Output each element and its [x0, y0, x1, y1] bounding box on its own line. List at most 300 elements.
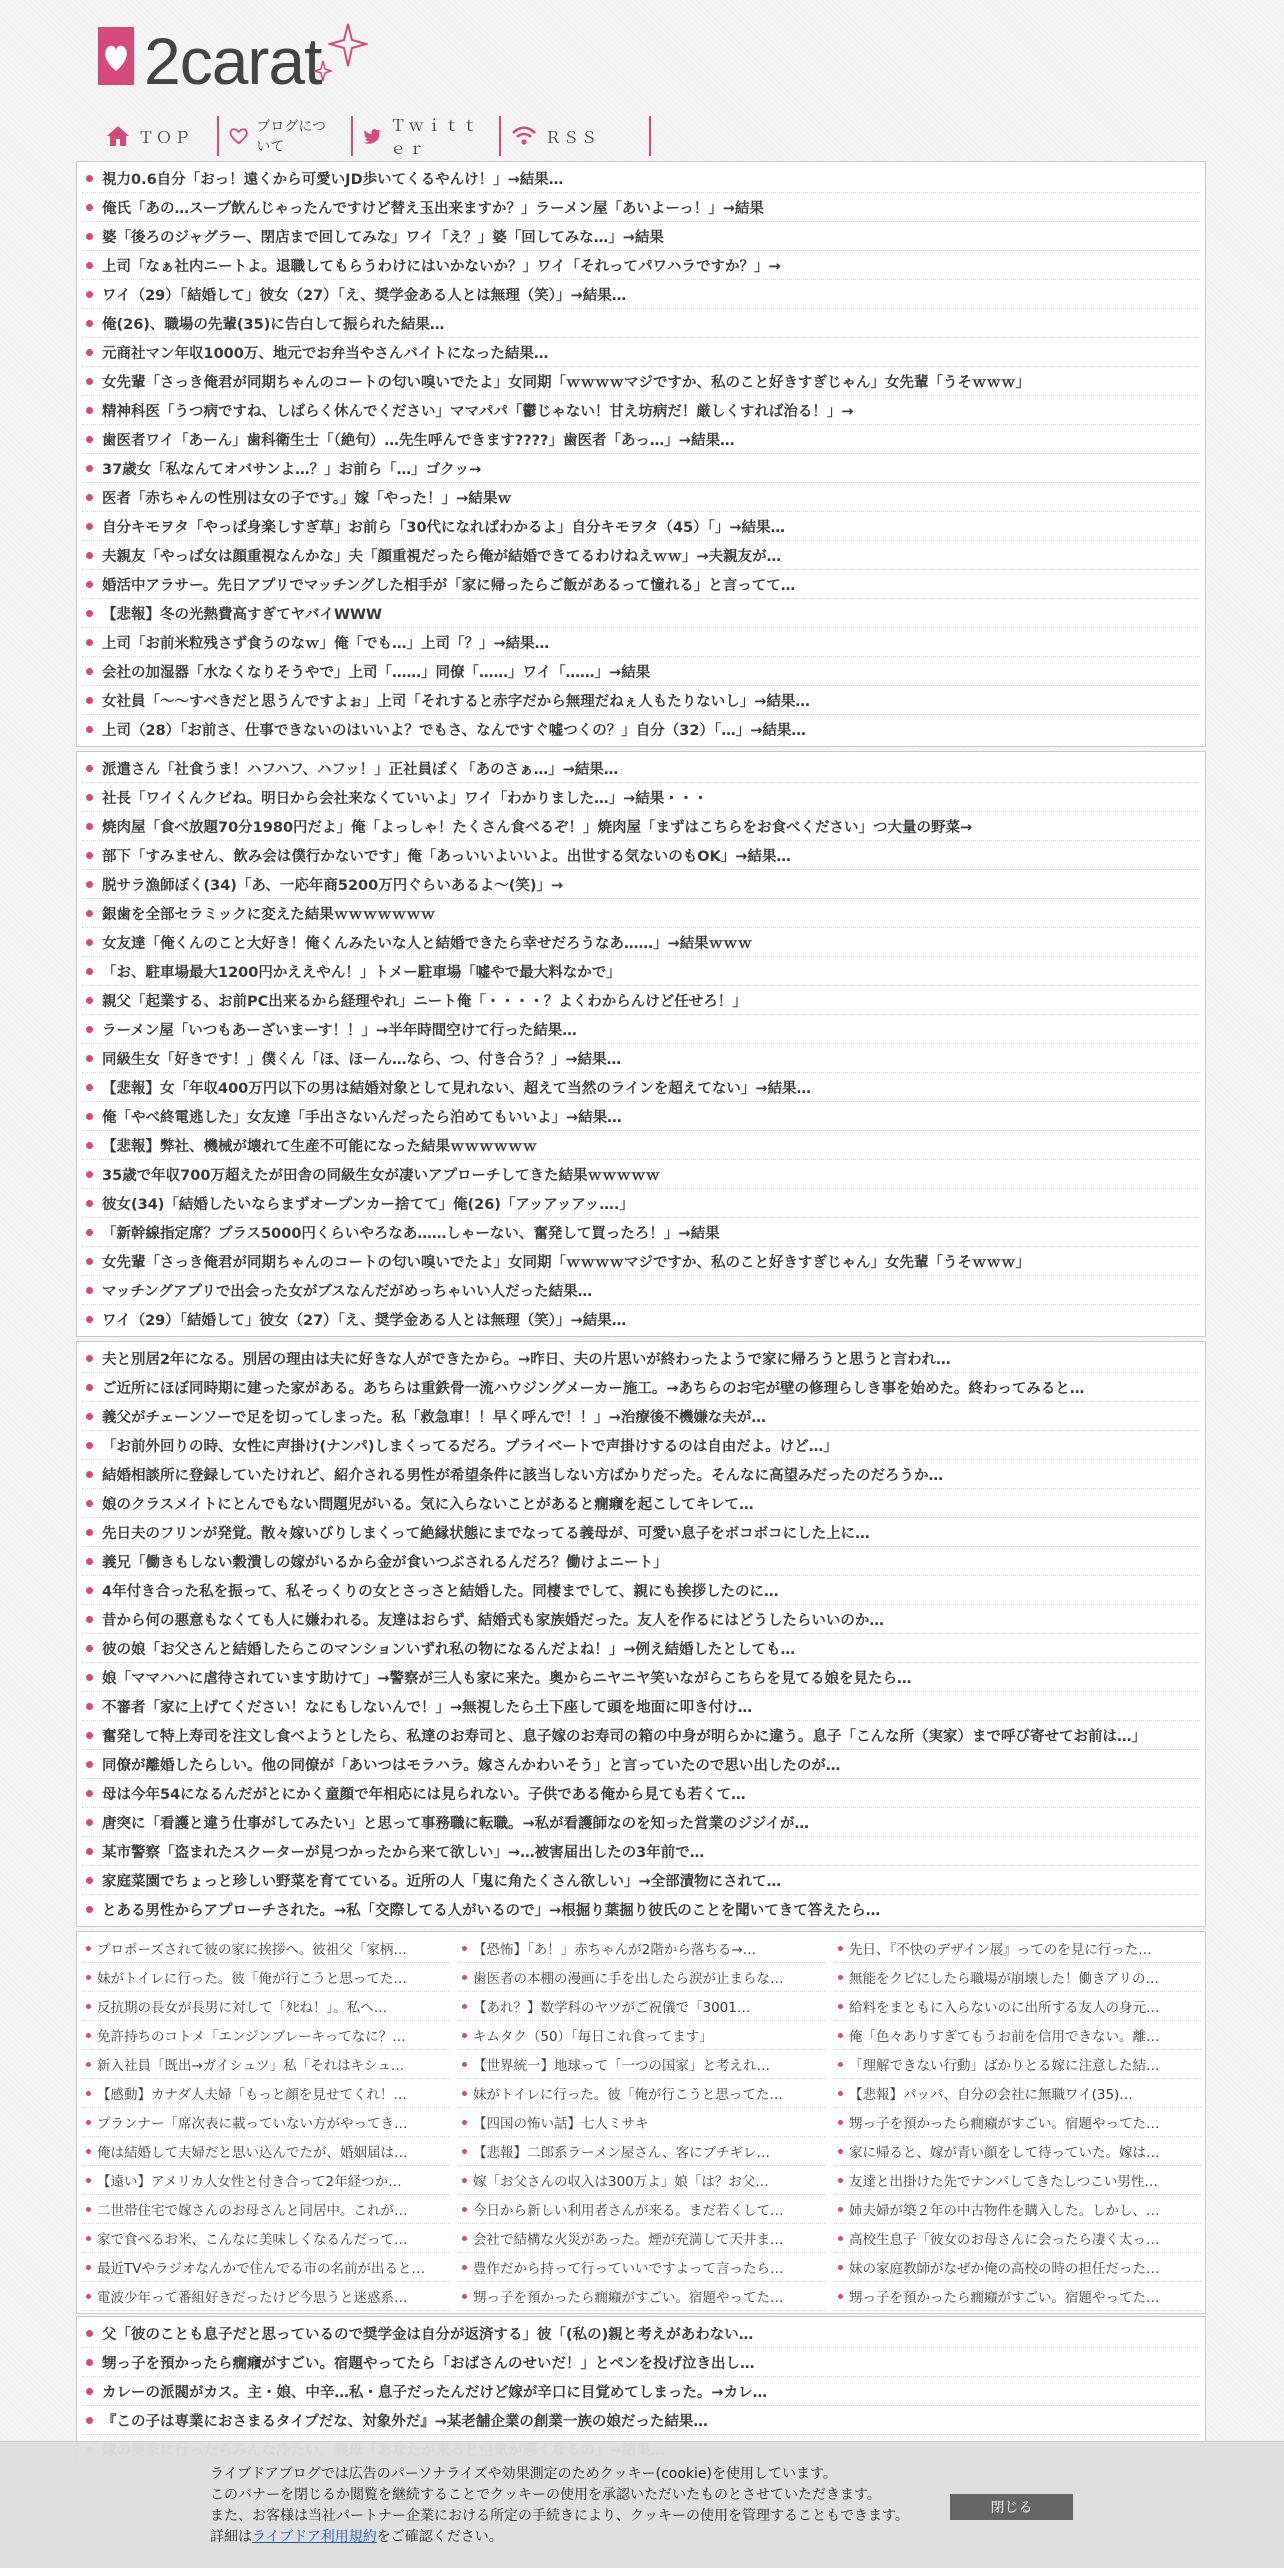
rss-link-title: 友達と出掛けた先でナンパしてきたしつこい男性… — [849, 2174, 1158, 2190]
rss-link[interactable] — [834, 1992, 1201, 2021]
bullet-icon — [86, 697, 93, 704]
rss-link-title: 給料をまともに入らないのに出所する友人の身元… — [849, 2000, 1160, 2016]
bullet-icon — [86, 349, 93, 356]
article-title: 家庭菜園でちょっと珍しい野菜を育てている。近所の人「鬼に角たくさん欲しい」→全部漬物にされて… — [102, 1873, 782, 1890]
article-link[interactable] — [82, 1808, 1200, 1837]
rss-link-title: 妹がトイレに行った。彼「俺が行こうと思ってた… — [97, 1971, 407, 1987]
bullet-icon — [86, 465, 93, 472]
rss-link[interactable] — [834, 2224, 1201, 2253]
link-box-2 — [76, 751, 1206, 1337]
article-title: 元商社マン年収1000万、地元でお弁当やさんバイトになった結果… — [102, 345, 549, 362]
article-title: 精神科医「うつ病ですね、しばらく休んでください」ママパパ「鬱じゃない！甘え坊病だ！厳しくすれば治る！」→ — [102, 403, 854, 420]
article-link[interactable] — [82, 870, 1200, 899]
article-title: 【悲報】冬の光熱費高すぎてヤバイWWW — [102, 606, 382, 623]
article-link[interactable] — [82, 812, 1200, 841]
article-link[interactable] — [82, 396, 1200, 425]
rss-link[interactable] — [82, 1992, 449, 2021]
bullet-icon — [86, 997, 93, 1004]
article-title: 「お、駐車場最大1200円かええやん！」トメー駐車場「嘘やで最大料なかで」 — [102, 964, 621, 981]
bullet-icon — [86, 2330, 93, 2337]
article-link[interactable] — [82, 164, 1200, 193]
cookie-banner — [0, 2441, 1284, 2568]
bullet-icon — [838, 1946, 843, 1951]
rss-link-title: 反抗期の長女が長男に対して「ﾀﾋね！」。私へ… — [97, 2000, 388, 2016]
article-link[interactable] — [82, 686, 1200, 715]
bullet-icon — [86, 1819, 93, 1826]
article-title: とある男性からアプローチされた。→私「交際してる人がいるので」→根掘り葉掘り彼氏のことを聞いてきて答えたら… — [102, 1903, 881, 1919]
article-link[interactable] — [82, 1402, 1200, 1431]
article-link[interactable] — [82, 1102, 1200, 1131]
article-link[interactable] — [82, 1576, 1200, 1605]
bullet-icon — [86, 494, 93, 501]
rss-link-title: プランナー「席次表に載っていない方がやってき… — [97, 2116, 408, 2132]
home-icon — [106, 125, 130, 147]
bullet-icon — [86, 2062, 91, 2067]
bullet-icon — [838, 2178, 843, 2183]
bullet-icon — [86, 436, 93, 443]
article-link[interactable] — [82, 1131, 1200, 1160]
cookie-close-button[interactable]: 閉じる — [950, 2494, 1073, 2520]
rss-link[interactable] — [834, 2079, 1201, 2108]
article-title: マッチングアプリで出会った女がブスなんだがめっちゃいい人だった結果… — [102, 1283, 593, 1300]
article-link[interactable] — [82, 841, 1200, 870]
rss-link[interactable] — [82, 2282, 449, 2311]
article-title: 唐突に「看護と違う仕事がしてみたい」と思って事務職に転職。→私が看護師なのを知った営業のジジイが… — [102, 1815, 810, 1832]
article-title: 同僚が離婚したらしい。他の同僚が「あいつはモラハラ。嫁さんかわいそう」と言っていたので思い出したのが… — [102, 1757, 841, 1774]
article-title: 同級生女「好きです！」僕くん「ほ、ほーん…なら、つ、付き合う？」→結果… — [102, 1051, 622, 1068]
rss-link-title: 【感動】カナダ人夫婦「もっと顔を見せてくれ！… — [97, 2087, 407, 2103]
article-title: 35歳で年収700万超えたが田舎の同級生女が凄いアプローチしてきた結果ｗｗｗｗｗ — [102, 1167, 660, 1184]
rss-link[interactable] — [834, 2253, 1201, 2282]
bullet-icon — [838, 2004, 843, 2009]
rss-link[interactable] — [82, 2050, 449, 2079]
bullet-icon — [838, 2207, 843, 2212]
rss-link-title: 最近TVやラジオなんかで住んでる市の名前が出ると… — [97, 2261, 425, 2277]
bullet-icon — [86, 2120, 91, 2125]
twitter-bird-icon — [363, 126, 382, 146]
article-link[interactable] — [82, 1015, 1200, 1044]
article-link[interactable] — [82, 1634, 1200, 1663]
rss-link[interactable] — [82, 2166, 449, 2195]
article-link[interactable] — [82, 899, 1200, 928]
rss-link-box — [76, 1931, 1206, 2314]
rss-link-title: 妹がトイレに行った。彼「俺が行こうと思ってた… — [473, 2087, 783, 2103]
rss-link[interactable] — [458, 1992, 825, 2021]
rss-link[interactable] — [834, 1934, 1201, 1963]
rss-link-title: 新入社員「既出→ガイシュツ」私「それはキシュ… — [97, 2058, 405, 2074]
rss-link[interactable] — [834, 1963, 1201, 1992]
article-title: 彼女(34)「結婚したいならまずオープンカー捨てて」俺(26)「アッアッアッ….」 — [102, 1196, 634, 1213]
bullet-icon — [86, 2004, 91, 2009]
rss-link[interactable] — [458, 2021, 825, 2050]
bullet-icon — [462, 2120, 467, 2125]
bullet-icon — [86, 1790, 93, 1797]
article-title: 派遣さん「社食うま！ハフハフ、ハフッ！」正社員ぼく「あのさぁ…」→結果… — [102, 761, 619, 778]
article-link[interactable] — [82, 338, 1200, 367]
bullet-icon — [86, 1113, 93, 1120]
bullet-icon — [838, 1975, 843, 1980]
article-title: 女先輩「さっき俺君が同期ちゃんのコートの匂い嗅いでたよ」女同期「ｗｗｗｗマジですか、私のこと好きすぎじゃん」女先輩「うそｗｗｗ」 — [102, 374, 1030, 391]
article-title: ご近所にほぼ同時期に建った家がある。あちらは重鉄骨一流ハウジングメーカー施工。→あちらのお宅が壁の修理らしき事を始めた。終わってみると… — [102, 1380, 1085, 1397]
bullet-icon — [86, 1848, 93, 1855]
article-link[interactable] — [82, 1373, 1200, 1402]
article-link[interactable] — [82, 1247, 1200, 1276]
rss-link[interactable] — [82, 2108, 449, 2137]
rss-link-title: 無能をクビにしたら職場が崩壊した！働きアリの… — [849, 1971, 1159, 1987]
article-link[interactable] — [82, 599, 1200, 628]
rss-link[interactable] — [834, 2166, 1201, 2195]
bullet-icon — [86, 1877, 93, 1884]
article-title: 先日夫のフリンが発覚。散々嫁いびりしまくって絶縁状態にまでなってる義母が、可愛い息子をボコボコにした上に… — [102, 1525, 870, 1542]
cookie-line-2: このバナーを閉じるか閲覧を継続することでクッキーの使用を承認いただいたものとさせていただきます。 — [210, 2487, 881, 2503]
bullet-icon — [462, 2149, 467, 2154]
sparkle-small-icon — [314, 60, 332, 82]
bullet-icon — [86, 233, 93, 240]
article-link[interactable] — [82, 309, 1200, 338]
bullet-icon — [86, 378, 93, 385]
rss-link[interactable] — [82, 2137, 449, 2166]
bullet-icon — [86, 1703, 93, 1710]
article-link[interactable] — [82, 628, 1200, 657]
sparkle-icon — [328, 22, 368, 70]
bullet-icon — [86, 407, 93, 414]
bullet-icon — [462, 2033, 467, 2038]
article-link[interactable] — [82, 1866, 1200, 1895]
rss-link[interactable] — [834, 2050, 1201, 2079]
rss-link-title: 【世界統一】地球って「一つの国家」と考えれ… — [473, 2058, 770, 2074]
article-link[interactable] — [82, 783, 1200, 812]
article-title: 婆「後ろのジャグラー、閉店まで回してみな」ワイ「え？」婆「回してみな…」→結果 — [102, 229, 664, 246]
article-link[interactable] — [82, 1547, 1200, 1576]
rss-link[interactable] — [458, 2050, 825, 2079]
rss-link-title: 【悲報】二郎系ラーメン屋さん、客にブチギレ… — [473, 2145, 770, 2161]
bullet-icon — [86, 726, 93, 733]
article-title: 「お前外回りの時、女性に声掛け(ナンパ)しまくってるだろ。プライベートで声掛けするのは自由だよ。けど…」 — [102, 1438, 838, 1455]
bullet-icon — [86, 1142, 93, 1149]
rss-link[interactable] — [458, 2166, 825, 2195]
article-title: 部下「すみません、飲み会は僕行かないです」俺「あっいいよいいよ。出世する気ないのもOK」→結果… — [102, 848, 791, 865]
article-title: 女先輩「さっき俺君が同期ちゃんのコートの匂い嗅いでたよ」女同期「ｗｗｗｗマジですか、私のこと好きすぎじゃん」女先輩「うそｗｗｗ」 — [102, 1254, 1030, 1271]
bullet-icon — [86, 1975, 91, 1980]
rss-link[interactable] — [458, 1934, 825, 1963]
bullet-icon — [86, 2388, 93, 2395]
terms-link[interactable]: ライブドア利用規約 — [252, 2529, 377, 2545]
article-title: 銀歯を全部セラミックに変えた結果ｗｗｗｗｗｗｗ — [102, 906, 436, 923]
bullet-icon — [462, 1946, 467, 1951]
bullet-icon — [462, 2294, 467, 2299]
nav-about[interactable] — [219, 116, 353, 156]
bullet-icon — [86, 1258, 93, 1265]
article-link[interactable] — [82, 454, 1200, 483]
bullet-icon — [86, 1616, 93, 1623]
bullet-icon — [86, 1026, 93, 1033]
article-title: 歯医者ワイ「あーん」歯科衛生士「（絶句）…先生呼んできます????」歯医者「あっ…」→結果… — [102, 432, 735, 449]
cookie-line-1: ライブドアブログでは広告のパーソナライズや効果測定のためクッキー(cookie)を使用しています。 — [210, 2466, 837, 2482]
rss-link-title: キムタク（50）「毎日これ食ってます」 — [473, 2029, 713, 2045]
rss-link[interactable] — [82, 2253, 449, 2282]
article-title: 某市警察「盗まれたスクーターが見つかったから来て欲しい」→…被害届出したの3年前で… — [102, 1844, 705, 1861]
bullet-icon — [86, 1761, 93, 1768]
article-link[interactable] — [82, 367, 1200, 396]
bullet-icon — [462, 2265, 467, 2270]
bullet-icon — [86, 1732, 93, 1739]
article-title: 「新幹線指定席？プラス5000円くらいやろなあ……しゃーない、奮発して買ったろ！」→結果 — [102, 1225, 720, 1242]
cookie-line-4-suffix: をご確認ください。 — [376, 2529, 503, 2545]
article-link[interactable] — [82, 1750, 1200, 1779]
bullet-icon — [86, 2033, 91, 2038]
article-title: 親父「起業する、お前PC出来るから経理やれ」ニート俺「・・・・？よくわからんけど任せろ！」 — [102, 993, 747, 1010]
bullet-icon — [86, 968, 93, 975]
rss-link[interactable] — [458, 2253, 825, 2282]
article-title: 婚活中アラサー。先日アプリでマッチングした相手が「家に帰ったらご飯があるって憧れる」と言ってて… — [102, 577, 796, 594]
rss-link[interactable] — [458, 2195, 825, 2224]
rss-link[interactable] — [82, 2224, 449, 2253]
article-link[interactable] — [82, 1044, 1200, 1073]
logo-mark-icon — [96, 25, 136, 87]
article-title: 【悲報】女「年収400万円以下の男は結婚対象として見れない、超えて当然のラインを超えてない」→結果… — [102, 1080, 811, 1097]
article-title: 4年付き合った私を振って、私そっくりの女とさっさと結婚した。同棲までして、親にも挨拶したのに… — [102, 1583, 779, 1600]
article-link[interactable] — [82, 425, 1200, 454]
rss-link-title: 【四国の怖い話】七人ミサキ — [473, 2116, 649, 2132]
bullet-icon — [86, 291, 93, 298]
bullet-icon — [86, 262, 93, 269]
cookie-line-3: また、お客様は当社パートナー企業における所定の手続きにより、クッキーの使用を管理することもできます。 — [210, 2508, 909, 2524]
article-link[interactable] — [82, 251, 1200, 280]
bullet-icon — [86, 204, 93, 211]
rss-link[interactable] — [82, 1963, 449, 1992]
rss-link[interactable] — [458, 2108, 825, 2137]
bullet-icon — [462, 2091, 467, 2096]
bullet-icon — [86, 1645, 93, 1652]
bullet-icon — [86, 1171, 93, 1178]
article-link[interactable] — [82, 1189, 1200, 1218]
bullet-icon — [838, 2091, 843, 2096]
bullet-icon — [86, 2091, 91, 2096]
article-link[interactable] — [82, 1663, 1200, 1692]
rss-link-title: 家に帰ると、嫁が青い顔をして待っていた。嫁は… — [849, 2145, 1160, 2161]
article-title: 【悲報】弊社、機械が壊れて生産不可能になった結果ｗｗｗｗｗｗ — [102, 1138, 537, 1155]
rss-link[interactable] — [458, 2224, 825, 2253]
article-link[interactable] — [82, 1895, 1200, 1924]
article-title: 娘「ママハハに虐待されています助けて」→警察が三人も家に来た。奥からニヤニヤ笑いながらこちらを見てる娘を見たら… — [102, 1670, 912, 1687]
bullet-icon — [86, 320, 93, 327]
article-link[interactable] — [82, 986, 1200, 1015]
article-link[interactable] — [82, 1518, 1200, 1547]
bullet-icon — [86, 1558, 93, 1565]
article-link[interactable] — [82, 2406, 1200, 2435]
bullet-icon — [462, 2178, 467, 2183]
bullet-icon — [86, 852, 93, 859]
article-link[interactable] — [82, 1605, 1200, 1634]
article-title: 焼肉屋「食べ放題70分1980円だよ」俺「よっしゃ！たくさん食べるぞ！」焼肉屋「まずはこちらをお食べください」つ大量の野菜→ — [102, 819, 973, 836]
article-title: 上司「なぁ社内ニートよ。退職してもらうわけにはいかないか？」ワイ「それってパワハラですか？」→ — [102, 258, 781, 275]
article-title: 甥っ子を預かったら癇癪がすごい。宿題やってたら「おばさんのせいだ！」とペンを投げ泣き出し… — [102, 2355, 755, 2372]
bullet-icon — [462, 1975, 467, 1980]
rss-link-title: 【悲報】パッパ、自分の会社に無職ワイ(35)… — [849, 2087, 1133, 2103]
rss-link[interactable] — [834, 2195, 1201, 2224]
bullet-icon — [86, 2178, 91, 2183]
article-link[interactable] — [82, 1431, 1200, 1460]
nav-top-label: ＴＯＰ — [138, 127, 193, 147]
article-title: 父「彼のことも息子だと思っているので奨学金は自分が返済する」彼「(私の)親と考えがあわない… — [102, 2326, 754, 2343]
bullet-icon — [838, 2120, 843, 2125]
article-link[interactable] — [82, 1344, 1200, 1373]
article-link[interactable] — [82, 754, 1200, 783]
bullet-icon — [86, 823, 93, 830]
article-title: 会社の加湿器「水なくなりそうやで」上司「……」同僚「……」ワイ「……」→結果 — [102, 664, 651, 681]
bullet-icon — [86, 1413, 93, 1420]
bullet-icon — [462, 2207, 467, 2212]
article-title: ラーメン屋「いつもあーざいまーす！！」→半年時間空けて行った結果… — [102, 1022, 577, 1039]
rss-link-title: 俺「色々ありすぎてもうお前を信用できない。離… — [849, 2029, 1160, 2045]
rss-link[interactable] — [834, 2282, 1201, 2311]
article-title: 『この子は専業におさまるタイプだな、対象外だ』→某老舗企業の創業一族の娘だった結果… — [102, 2413, 708, 2430]
rss-link-title: 免許持ちのコトメ「エンジンブレーキってなに？… — [97, 2029, 406, 2045]
rss-link-title: 高校生息子「彼女のお母さんに会ったら凄く太っ… — [849, 2232, 1160, 2248]
bullet-icon — [86, 610, 93, 617]
bullet-icon — [86, 910, 93, 917]
rss-link-title: 【あれ？】数学科のヤツがご祝儀で「3001… — [473, 2000, 751, 2016]
rss-link-title: 先日、『不快のデザイン展』ってのを見に行った… — [849, 1942, 1152, 1958]
bullet-icon — [86, 175, 93, 182]
bullet-icon — [86, 794, 93, 801]
rss-link-title: 俺は結婚して夫婦だと思い込んでたが、婚姻届は… — [97, 2145, 408, 2161]
cookie-line-4-prefix: 詳細は — [210, 2529, 252, 2545]
article-link[interactable] — [82, 1460, 1200, 1489]
rss-link-title: 豊作だから持って行っていいですよって言ったら… — [473, 2261, 784, 2277]
article-link[interactable] — [82, 957, 1200, 986]
bullet-icon — [86, 1316, 93, 1323]
rss-link[interactable] — [834, 2137, 1201, 2166]
bullet-icon — [838, 2294, 843, 2299]
bullet-icon — [462, 2236, 467, 2241]
article-link[interactable] — [82, 1721, 1200, 1750]
rss-link-title: 歯医者の本棚の漫画に手を出したら涙が止まらな… — [473, 1971, 784, 1987]
article-title: 夫と別居2年になる。別居の理由は夫に好きな人ができたから。→昨日、夫の片思いが終わったようで家に帰ろうと思うと言われ… — [102, 1351, 951, 1368]
article-title: 女社員「～～すべきだと思うんですよぉ」上司「それすると赤字だから無理だねぇ人もたりないし」→結果… — [102, 693, 810, 710]
link-box-3 — [76, 1341, 1206, 1927]
article-title: 俺(26)、職場の先輩(35)に告白して振られた結果… — [102, 316, 445, 333]
article-link[interactable] — [82, 193, 1200, 222]
nav-twitter-label: Ｔｗｉｔｔｅｒ — [390, 116, 481, 158]
article-link[interactable] — [82, 1489, 1200, 1518]
rss-link[interactable] — [458, 2282, 825, 2311]
article-link[interactable] — [82, 280, 1200, 309]
bullet-icon — [86, 1442, 93, 1449]
rss-link-title: 嫁「お父さんの収入は300万よ」娘「は？お父… — [473, 2174, 769, 2190]
article-link[interactable] — [82, 1779, 1200, 1808]
article-link[interactable] — [82, 657, 1200, 686]
rss-link-title: プロポーズされて彼の家に挨拶へ。彼祖父「家柄… — [97, 1942, 407, 1958]
bullet-icon — [86, 1229, 93, 1236]
rss-link-title: 姉夫婦が築２年の中古物件を購入した。しかし、… — [849, 2203, 1160, 2219]
rss-link-title: 二世帯住宅で嫁さんのお母さんと同居中。これが… — [97, 2203, 408, 2219]
bullet-icon — [86, 1500, 93, 1507]
article-link[interactable] — [82, 1218, 1200, 1247]
cookie-line-4 — [210, 2527, 960, 2548]
article-title: 社長「ワイくんクビね。明日から会社来なくていいよ」ワイ「わかりました…」→結果・・・ — [102, 790, 708, 807]
bullet-icon — [86, 765, 93, 772]
bullet-icon — [86, 1471, 93, 1478]
rss-link[interactable] — [82, 2079, 449, 2108]
bullet-icon — [86, 1355, 93, 1362]
bullet-icon — [86, 1384, 93, 1391]
bullet-icon — [462, 2062, 467, 2067]
site-logo[interactable] — [96, 20, 456, 100]
article-link[interactable] — [82, 928, 1200, 957]
article-link[interactable] — [82, 1692, 1200, 1721]
article-link[interactable] — [82, 1160, 1200, 1189]
article-title: 俺氏「あの…スープ飲んじゃったんですけど替え玉出来ますか？」ラーメン屋「あいよーっ！」→結果 — [102, 200, 764, 217]
article-title: 昔から何の悪意もなくても人に嫌われる。友達はおらず、結婚式も家族婚だった。友人を作るにはどうしたらいいのか… — [102, 1612, 884, 1629]
article-link[interactable] — [82, 512, 1200, 541]
article-title: 不審者「家に上げてください！なにもしないんで！」→無視したら土下座して頭を地面に叩き付け… — [102, 1699, 753, 1716]
article-link[interactable] — [82, 222, 1200, 251]
bullet-icon — [86, 2417, 93, 2424]
bullet-icon — [86, 1529, 93, 1536]
article-title: 脱サラ漁師ぼく(34)「あ、一応年商5200万円ぐらいあるよ～(笑)」→ — [102, 877, 564, 894]
article-link[interactable] — [82, 715, 1200, 744]
article-title: カレーの派閥がカス。主・娘、中辛…私・息子だったんだけど嫁が辛口に目覚めてしまった。→カレ… — [102, 2384, 768, 2401]
rss-link[interactable] — [458, 1963, 825, 1992]
rss-link[interactable] — [834, 2021, 1201, 2050]
rss-link[interactable] — [82, 1934, 449, 1963]
bullet-icon — [86, 2359, 93, 2366]
article-link[interactable] — [82, 2377, 1200, 2406]
article-title: 医者「赤ちゃんの性別は女の子です。」嫁「やった！」→結果ｗ — [102, 490, 512, 507]
bullet-icon — [838, 2149, 843, 2154]
bullet-icon — [838, 2236, 843, 2241]
article-title: 結婚相談所に登録していたけれど、紹介される男性が希望条件に該当しない方ばかりだった。そんなに高望みだったのだろうか… — [102, 1467, 943, 1484]
article-link[interactable] — [82, 570, 1200, 599]
bullet-icon — [86, 523, 93, 530]
rss-link-title: 家で食べるお米、こんなに美味しくなるんだって… — [97, 2232, 408, 2248]
article-link[interactable] — [82, 541, 1200, 570]
article-title: 上司「お前米粒残さず食うのなｗ」俺「でも…」上司「？」→結果… — [102, 635, 550, 652]
nav-rss[interactable] — [501, 116, 651, 156]
logo-text: 2carat — [144, 24, 322, 98]
rss-link[interactable] — [82, 2021, 449, 2050]
bullet-icon — [838, 2062, 843, 2067]
article-link[interactable] — [82, 483, 1200, 512]
rss-link-title: 【遠い】アメリカ人女性と付き合って2年経つか… — [97, 2174, 402, 2190]
article-link[interactable] — [82, 1276, 1200, 1305]
bullet-icon — [86, 881, 93, 888]
rss-link[interactable] — [458, 2137, 825, 2166]
article-title: 自分キモヲタ「やっぱ身楽しすぎ草」お前ら「30代になればわかるよ」自分キモヲタ（45）「」→結果… — [102, 519, 785, 536]
nav-twitter[interactable] — [353, 116, 501, 156]
article-link[interactable] — [82, 1305, 1200, 1334]
nav-top[interactable] — [90, 116, 219, 156]
rss-link[interactable] — [458, 2079, 825, 2108]
rss-link[interactable] — [834, 2108, 1201, 2137]
bullet-icon — [86, 2265, 91, 2270]
article-link[interactable] — [82, 1837, 1200, 1866]
bullet-icon — [86, 1055, 93, 1062]
article-link[interactable] — [82, 2348, 1200, 2377]
bullet-icon — [86, 581, 93, 588]
article-link[interactable] — [82, 1073, 1200, 1102]
article-title: 俺「やべ終電逃した」女友達「手出さないんだったら泊めてもいいよ」→結果… — [102, 1109, 622, 1126]
article-title: 母は今年54になるんだがとにかく童顔で年相応には見られない。子供である俺から見ても若くて… — [102, 1786, 746, 1803]
article-title: 視力0.6自分「おっ！遠くから可愛いJD歩いてくるやんけ！」→結果… — [102, 171, 564, 188]
article-title: 女友達「俺くんのこと大好き！俺くんみたいな人と結婚できたら幸せだろうなあ……」→結果ｗｗｗ — [102, 935, 753, 952]
bullet-icon — [838, 2265, 843, 2270]
bullet-icon — [86, 1200, 93, 1207]
rss-link[interactable] — [82, 2195, 449, 2224]
bullet-icon — [86, 1674, 93, 1681]
article-link[interactable] — [82, 2319, 1200, 2348]
